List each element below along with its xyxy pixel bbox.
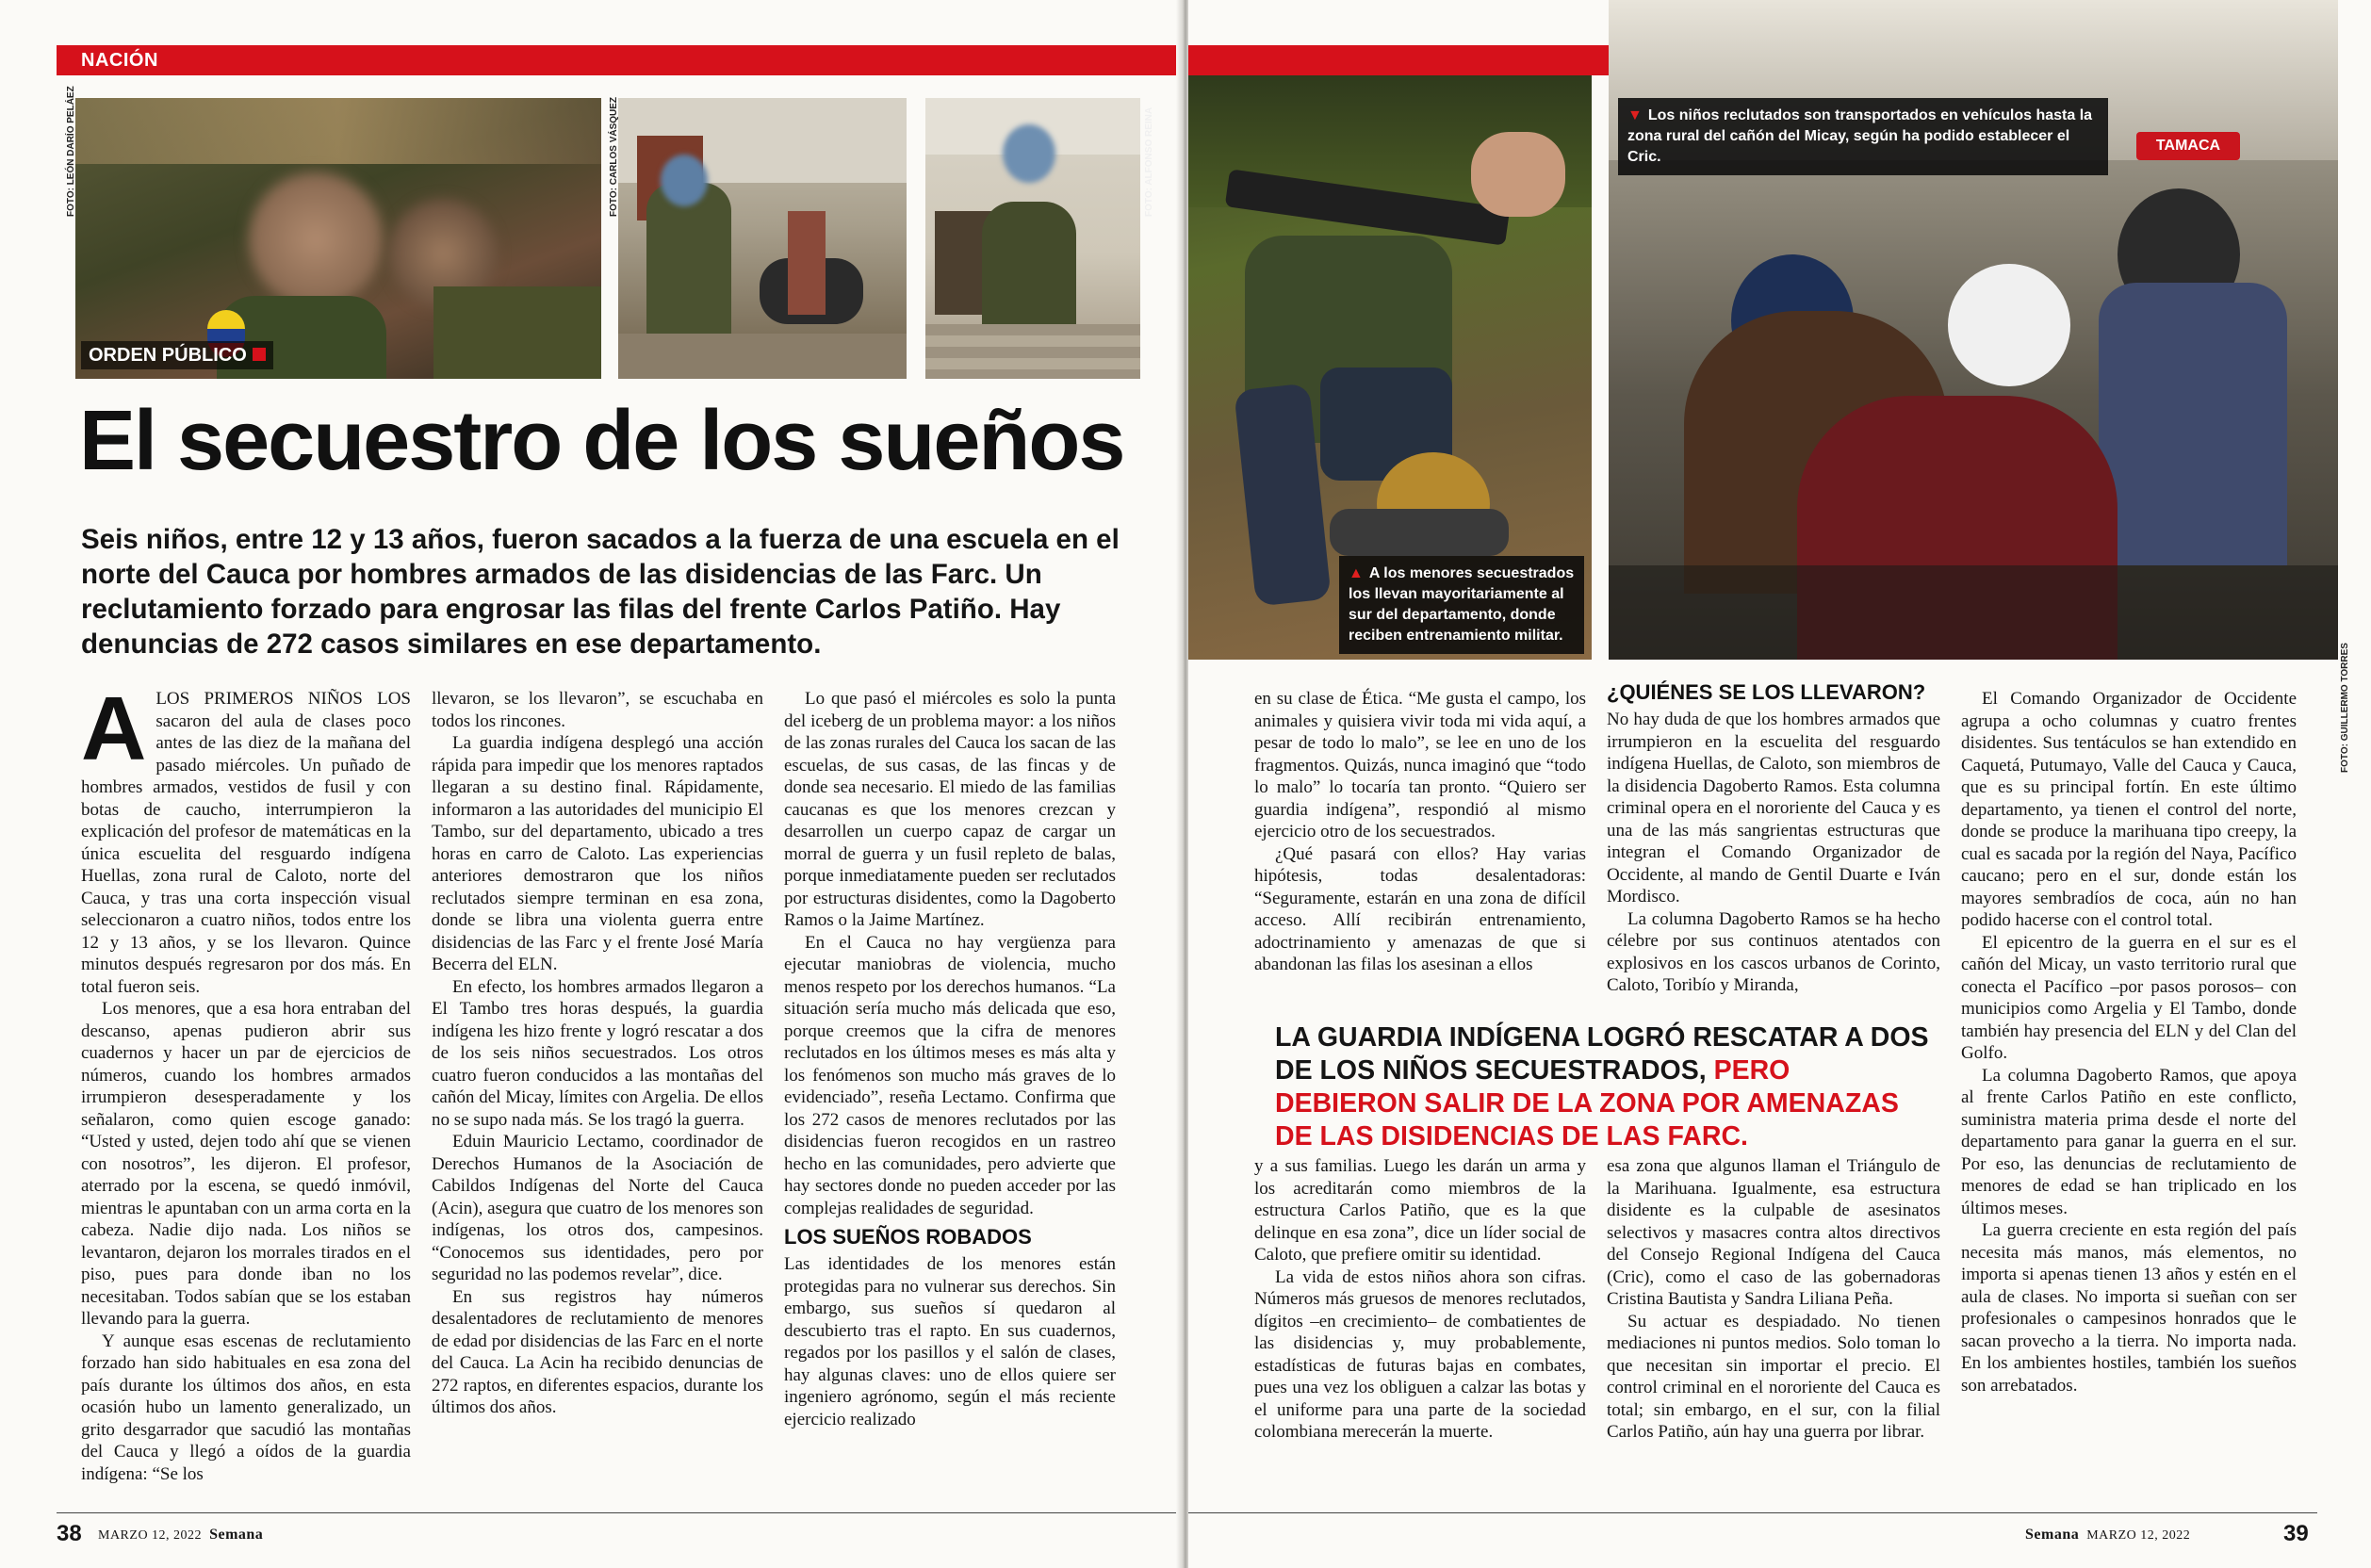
footer-rule <box>57 1512 1183 1513</box>
caption-marker-icon: ▲ <box>1349 565 1364 581</box>
paragraph: El Comando Organizador de Occidente agrupa a ocho columnas y cuatro frentes disidentes. Sus tentáculos se han extendido en Caquetá, Putumayo, Valle del Cauca y Cauca, que es su principal fortín. En este último departamento, ya tienen el control del norte, donde se produce la marihuana tipo creepy, la cual es sacada por la región del Naya, Pacífico caucano; pero en el sur, donde están los mayores sembradíos de coca, aún no han podido hacerse con el control total. <box>1961 689 2297 930</box>
pull-quote-black: LA GUARDIA INDÍGENA LOGRÓ RESCATAR A DOS DE LOS NIÑOS SECUESTRADOS, <box>1275 1022 1929 1086</box>
photo-credit: FOTO: CARLOS VÁSQUEZ <box>609 96 619 217</box>
footer-date-line <box>2025 1527 2190 1544</box>
page-number: 39 <box>2283 1521 2309 1546</box>
footer-date: MARZO 12, 2022 <box>98 1528 203 1543</box>
photo-caption <box>1339 556 1584 654</box>
rubric-square <box>253 348 266 361</box>
footer-rule <box>1188 1512 2317 1513</box>
paragraph: En el Cauca no hay vergüenza para ejecutar maniobras de violencia, mucho menos respeto por los derechos humanos. “La situación sería mucho más delicada que eso, porque creemos que la cifra de menores reclutados en los últimos meses es más alta y los fenómenos son mucho más graves de lo evidenciado”, reseña Lectamo. Confirma que los 272 casos de menores reclutados por las disidencias fueron recogidos en un rastreo hecho en las comunidades, pero advierte que hay sectores donde no pueden acceder por las complejas realidades de seguridad. <box>784 932 1116 1218</box>
photo-guerrilla-singing <box>75 98 601 379</box>
right-lower-column-1 <box>1254 1155 1586 1444</box>
photo-caption <box>1618 98 2108 175</box>
paragraph: Los menores, que a esa hora entraban del descanso, apenas pudieron abrir sus cuadernos y hacer un par de ejercicios de números, cuando los hombres armados irrumpieron desesperadamente y los señalaron, como quien escoge ganado: “Usted y usted, dejen todo ahí que se vienen con nosotros”, les dijeron. El profesor, aterrado por la escena, se quedó inmóvil, mientras le apuntaban con un arma corta en la cabeza. Nadie dijo nada. Los niños se levantaron, dejaron los morrales tirados en el piso, pues para donde iban no los necesitaban. Todos sabían que se los estaban llevando para la guerra. <box>81 999 411 1329</box>
paragraph: Las identidades de los menores están protegidas para no vulnerar sus derechos. Sin embargo, sus sueños sí quedaron al descubierto tras el rapto. En sus cuadernos, regados por los pasillos y el salón de clases, hay algunas claves: uno de ellos quiere ser ingeniero agrónomo, según el más reciente ejercicio realizado <box>784 1254 1116 1429</box>
section-label: NACIÓN <box>81 50 158 71</box>
paragraph: No hay duda de que los hombres armados que irrumpieron en la escuelita del resguardo indígena Huellas, de Caloto, son miembros de la disidencia Dagoberto Ramos. Esta columna criminal opera en el nororiente del Cauca y es una de las más sangrientas estructuras que integran el Comando Organizador de Occidente, al mando de Gentil Duarte e Iván Mordisco. <box>1607 710 1940 906</box>
left-column-3 <box>784 688 1116 1430</box>
paragraph: La guerra creciente en esta región del país necesita más manos, más elementos, no importa si apenas tienen 13 años y estén en el aula de clases. No importa si sueñan con ser profesionales o campesinos honrados que le sacan provecho a la tierra. No importa nada. En los ambientes hostiles, también los sueños son arrebatados. <box>1961 1220 2297 1396</box>
rubric-text: ORDEN PÚBLICO <box>89 345 247 366</box>
right-column-1 <box>1254 688 1586 976</box>
caption-text: A los menores secuestrados los llevan mayoritariamente al sur del departamento, donde reciben entrenamiento militar. <box>1349 565 1575 644</box>
caption-text: Los niños reclutados son transportados en vehículos hasta la zona rural del cañón del Micay, según ha podido establecer el Cric. <box>1627 107 2093 165</box>
photo-child-soldier-steps <box>925 98 1140 379</box>
paragraph: Lo que pasó el miércoles es solo la punta del iceberg de un problema mayor: a los niños de las zonas rurales del Cauca los sacan de las escuelas, de sus casas, de las fincas y de donde sea necesario. El miedo de las familias caucanas es que los menores crezcan y desarrollen un cuerpo capaz de cargar un morral de guerra y un fusil repleto de balas, porque inmediatamente pueden ser reclutados por estructuras disidentes, como la Dagoberto Ramos o la Jaime Martínez. <box>784 689 1116 930</box>
paragraph: La guardia indígena desplegó una acción rápida para impedir que los menores raptados llegaran a su destino final. Rápidamente, informaron a las autoridades del municipio El Tambo, sur del departamento, ubicado a tres horas en carro de Caloto. Las experiencias anteriores demostraron que los niños reclutados siempre terminan en esa zona, donde se libra una violenta guerra entre disidencias de las Farc y el frente José María Becerra del ELN. <box>432 733 763 974</box>
bus-sign: TAMACA <box>2136 132 2240 160</box>
dek: Seis niños, entre 12 y 13 años, fueron sacados a la fuerza de una escuela en el norte del Cauca por hombres armados de las disidencias de las Farc. Un reclutamiento forzado para engrosar las filas del frente Carlos Patiño. Hay denuncias de 272 casos similares en ese departamento. <box>81 524 1120 660</box>
paragraph: ¿Qué pasará con ellos? Hay varias hipótesis, todas desalentadoras: “Seguramente, estarán en una zona de difícil acceso. Allí recibirán entrenamiento, adoctrinamiento y amenazas de que si abandonan las filas los asesinan a ellos <box>1254 843 1586 974</box>
footer-date: MARZO 12, 2022 <box>2086 1528 2191 1543</box>
photo-minivan-interior <box>1609 0 2338 660</box>
photo-credit: FOTO: LEÓN DARÍO PELÁEZ <box>66 86 76 217</box>
paragraph: llevaron, se los llevaron”, se escuchaba en todos los rincones. <box>432 689 763 731</box>
left-page <box>0 0 1183 1568</box>
page-number: 38 <box>57 1521 82 1546</box>
pull-quote-red: PERO DEBIERON SALIR DE LA ZONA POR AMENAZAS DE LAS DISIDENCIAS DE LAS FARC. <box>1275 1055 1899 1152</box>
right-column-2 <box>1607 680 1940 997</box>
pull-quote <box>1275 1021 1935 1153</box>
paragraph: y a sus familias. Luego les darán un arma y los acreditarán como miembros de la estructura Carlos Patiño, que es la que delinque en esa zona”, dice un líder social de Caloto, que prefiere omitir su identidad. <box>1254 1156 1586 1265</box>
headline: El secuestro de los sueños <box>79 394 1124 488</box>
paragraph: Su actuar es despiadado. No tienen mediaciones ni puntos medios. Solo toman lo que necesitan sin importar el precio. El control criminal en el nororiente del Cauca es total; sin embargo, en el sur, con la filial Carlos Patiño, aún hay una guerra por librar. <box>1607 1311 1940 1442</box>
photo-credit: FOTO: ALFONSO REINA <box>1144 106 1154 217</box>
paragraph: La columna Dagoberto Ramos, que apoya al frente Carlos Patiño en este conflicto, suministra materia prima desde el norte del departamento para ganar la guerra en el sur. Por eso, las denuncias de reclutamiento de menores de edad se han triplicado en los últimos meses. <box>1961 1065 2297 1218</box>
right-page <box>1188 0 2371 1568</box>
left-column-2 <box>432 688 763 1419</box>
photo-child-soldiers-street <box>618 98 907 379</box>
paragraph: La vida de estos niños ahora son cifras. Números más gruesos de menores reclutados, dígitos –en crecimiento– de combatientes de las disidencias y, muy probablemente, estadísticas de futuras bajas en combates, pues una vez los obliguen a calzar las botas y el uniforme para una parte de la sociedad colombiana merecerán la muerte. <box>1254 1266 1586 1442</box>
photo-credit: FOTO: GUILLERMO TORRES <box>2340 643 2350 773</box>
paragraph: En sus registros hay números desalentadores de reclutamiento de menores de edad por disidencias de las Farc en el norte del Cauca. La Acin ha recibido denuncias de 272 raptos, en diferentes espacios, durante los últimos dos años. <box>432 1286 763 1417</box>
left-column-1 <box>81 678 411 1485</box>
footer-date-line <box>98 1527 263 1544</box>
paragraph: esa zona que algunos llaman el Triángulo de la Marihuana. Igualmente, esa estructura disidente es la culpable de asesinatos selectivos y masacres contra altos directivos del Consejo Regional Indígena del Cauca (Cric), como el caso de las gobernadoras Cristina Bautista y Sandra Liliana Peña. <box>1607 1156 1940 1309</box>
section-bar <box>57 45 1183 75</box>
paragraph: El epicentro de la guerra en el sur es el cañón del Micay, un vasto territorio rural que conecta el Pacífico –por pasos porosos– con municipios como Argelia y El Tambo, donde también hay presencia del ELN y del Clan del Golfo. <box>1961 932 2297 1063</box>
right-column-3 <box>1961 688 2297 1396</box>
subhead: LOS SUEÑOS ROBADOS <box>784 1225 1032 1249</box>
magazine-name: Semana <box>209 1527 264 1543</box>
right-lower-column-2 <box>1607 1155 1940 1444</box>
subhead: ¿QUIÉNES SE LOS LLEVARON? <box>1607 680 1926 704</box>
paragraph: en su clase de Ética. “Me gusta el campo, los animales y quisiera vivir toda mi vida aquí, a pesar de todo lo malo”, se lee en uno de los fragmentos. Quizás, nunca imaginó que “todo lo malo” lo tocaría tan pronto. “Quiero ser guardia indígena”, respondió al mismo ejercicio otro de los secuestrados. <box>1254 689 1586 841</box>
paragraph-text: LOS PRIMEROS NIÑOS LOS sacaron del aula de clases poco antes de las diez de la mañana del pasado miércoles. Un puñado de hombres armados, vestidos de fusil y con botas de caucho, interrumpieron la explicación del profesor de matemáticas en la única escuelita del resguardo indígena Huellas, zona rural de Caloto, norte del Cauca, y tras una corta inspección visual seleccionaron a cuatro niños, todos entre los 12 y 13 años, y se los llevaron. Quince minutos después regresaron por dos más. En total fueron seis. <box>81 689 411 997</box>
paragraph: Y aunque esas escenas de reclutamiento forzado han sido habituales en esa zona del país durante los últimos dos años, en esta ocasión hubo un lamento generalizado, un grito desgarrador que sacudió las montañas del Cauca y llegó a oídos de la guardia indígena: “Se los <box>81 1331 411 1484</box>
paragraph <box>81 678 411 998</box>
photo-soldier-boots <box>1188 75 1592 660</box>
caption-marker-icon: ▼ <box>1627 107 1643 123</box>
drop-cap: A <box>81 678 147 779</box>
paragraph: Eduin Mauricio Lectamo, coordinador de Derechos Humanos de la Asociación de Cabildos Indígenas del Norte del Cauca (Acin), asegura que cuatro de los menores son indígenas, los otros dos, campesinos. “Conocemos sus identidades, pero por seguridad no las podemos revelar”, dice. <box>432 1132 763 1284</box>
paragraph: La columna Dagoberto Ramos se ha hecho célebre por sus continuos atentados con explosivos en los cascos urbanos de Corinto, Caloto, Toribío y Miranda, <box>1607 908 1940 995</box>
magazine-name: Semana <box>2025 1527 2080 1543</box>
paragraph: En efecto, los hombres armados llegaron a El Tambo tres horas después, la guardia indígena les hizo frente y logró rescatar a dos de los seis niños secuestrados. Los otros cuatro fueron conducidos a las montañas del cañón del Micay, límites con Argelia. De ellos no se supo nada más. Se los tragó la guerra. <box>432 976 763 1130</box>
rubric-label <box>81 341 273 369</box>
